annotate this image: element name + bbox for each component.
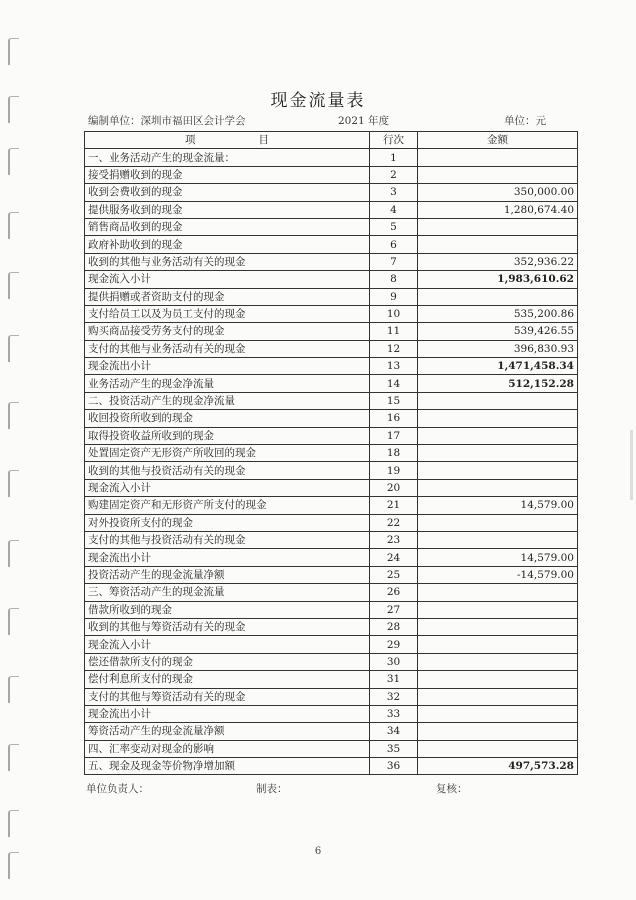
row-item-label: 提供捐赠或者资助支付的现金 bbox=[85, 288, 370, 305]
page-number: 6 bbox=[314, 846, 322, 857]
table-row bbox=[85, 462, 578, 479]
row-amount bbox=[418, 723, 578, 740]
row-line-number: 6 bbox=[370, 236, 418, 253]
table-row bbox=[85, 253, 578, 270]
row-amount: 1,471,458.34 bbox=[418, 358, 578, 375]
table-row bbox=[85, 427, 578, 444]
row-line-number: 27 bbox=[370, 601, 418, 618]
row-item-label: 偿付利息所支付的现金 bbox=[85, 671, 370, 688]
binding-hole-mark bbox=[8, 402, 19, 429]
row-line-number: 9 bbox=[370, 288, 418, 305]
row-item-label: 支付的其他与业务活动有关的现金 bbox=[85, 340, 370, 357]
preparer-label: 制表： bbox=[256, 783, 288, 795]
table-row bbox=[85, 618, 578, 635]
row-amount: 535,200.86 bbox=[418, 305, 578, 322]
binding-hole-mark bbox=[8, 38, 19, 65]
row-item-label: 支付的其他与筹资活动有关的现金 bbox=[85, 688, 370, 705]
row-amount: 396,830.93 bbox=[418, 340, 578, 357]
row-line-number: 14 bbox=[370, 375, 418, 392]
unit-label: 单位：元 bbox=[504, 115, 546, 127]
row-line-number: 11 bbox=[370, 323, 418, 340]
row-item-label: 偿还借款所支付的现金 bbox=[85, 653, 370, 670]
row-item-label: 收到会费收到的现金 bbox=[85, 184, 370, 201]
row-amount bbox=[418, 584, 578, 601]
binding-hole-mark bbox=[8, 540, 19, 567]
row-item-label: 四、汇率变动对现金的影响 bbox=[85, 740, 370, 757]
row-item-label: 现金流入小计 bbox=[85, 271, 370, 288]
row-item-label: 现金流入小计 bbox=[85, 636, 370, 653]
row-line-number: 20 bbox=[370, 479, 418, 496]
row-item-label: 取得投资收益所收到的现金 bbox=[85, 427, 370, 444]
table-row bbox=[85, 723, 578, 740]
row-amount bbox=[418, 618, 578, 635]
table-row bbox=[85, 497, 578, 514]
row-amount bbox=[418, 218, 578, 235]
row-item-label: 销售商品收到的现金 bbox=[85, 218, 370, 235]
row-item-label: 二、投资活动产生的现金净流量 bbox=[85, 392, 370, 409]
row-line-number: 29 bbox=[370, 636, 418, 653]
row-line-number: 15 bbox=[370, 392, 418, 409]
row-amount bbox=[418, 531, 578, 548]
row-amount bbox=[418, 636, 578, 653]
row-line-number: 1 bbox=[370, 149, 418, 166]
row-line-number: 7 bbox=[370, 253, 418, 270]
row-amount: 14,579.00 bbox=[418, 497, 578, 514]
row-amount: 1,983,610.62 bbox=[418, 271, 578, 288]
row-item-label: 借款所收到的现金 bbox=[85, 601, 370, 618]
row-item-label: 业务活动产生的现金净流量 bbox=[85, 375, 370, 392]
row-line-number: 26 bbox=[370, 584, 418, 601]
row-amount bbox=[418, 671, 578, 688]
row-amount: 14,579.00 bbox=[418, 549, 578, 566]
row-line-number: 22 bbox=[370, 514, 418, 531]
row-amount: 350,000.00 bbox=[418, 184, 578, 201]
table-row bbox=[85, 740, 578, 757]
row-item-label: 收到的其他与筹资活动有关的现金 bbox=[85, 618, 370, 635]
row-amount: 352,936.22 bbox=[418, 253, 578, 270]
row-line-number: 4 bbox=[370, 201, 418, 218]
table-row bbox=[85, 358, 578, 375]
row-line-number: 31 bbox=[370, 671, 418, 688]
row-item-label: 处置固定资产无形资产所收回的现金 bbox=[85, 445, 370, 462]
row-line-number: 33 bbox=[370, 705, 418, 722]
binding-hole-mark bbox=[8, 148, 19, 175]
table-row bbox=[85, 149, 578, 166]
row-amount bbox=[418, 166, 578, 183]
row-amount bbox=[418, 149, 578, 166]
row-amount: 512,152.28 bbox=[418, 375, 578, 392]
row-item-label: 收回投资所收到的现金 bbox=[85, 410, 370, 427]
row-line-number: 35 bbox=[370, 740, 418, 757]
row-amount bbox=[418, 705, 578, 722]
table-row bbox=[85, 288, 578, 305]
row-line-number: 18 bbox=[370, 445, 418, 462]
document-title: 现金流量表 bbox=[270, 91, 366, 111]
row-item-label: 投资活动产生的现金流量净额 bbox=[85, 566, 370, 583]
binding-hole-mark bbox=[8, 608, 19, 635]
row-item-label: 支付的其他与投资活动有关的现金 bbox=[85, 531, 370, 548]
table-row bbox=[85, 340, 578, 357]
row-line-number: 2 bbox=[370, 166, 418, 183]
table-header-row bbox=[85, 132, 578, 149]
row-line-number: 16 bbox=[370, 410, 418, 427]
row-item-label: 现金流出小计 bbox=[85, 549, 370, 566]
row-item-label: 政府补助收到的现金 bbox=[85, 236, 370, 253]
cash-flow-table bbox=[84, 131, 578, 775]
row-amount bbox=[418, 410, 578, 427]
row-item-label: 对外投资所支付的现金 bbox=[85, 514, 370, 531]
row-item-label: 现金流出小计 bbox=[85, 358, 370, 375]
row-item-label: 收到的其他与业务活动有关的现金 bbox=[85, 253, 370, 270]
table-row bbox=[85, 236, 578, 253]
row-line-number: 30 bbox=[370, 653, 418, 670]
row-line-number: 21 bbox=[370, 497, 418, 514]
binding-hole-mark bbox=[8, 810, 19, 837]
table-row bbox=[85, 166, 578, 183]
row-amount bbox=[418, 601, 578, 618]
table-row bbox=[85, 636, 578, 653]
binding-hole-mark bbox=[8, 676, 19, 703]
row-line-number: 13 bbox=[370, 358, 418, 375]
report-header bbox=[88, 113, 580, 129]
table-row bbox=[85, 410, 578, 427]
table-row bbox=[85, 392, 578, 409]
row-amount bbox=[418, 514, 578, 531]
binding-hole-mark bbox=[8, 212, 19, 239]
row-line-number: 23 bbox=[370, 531, 418, 548]
row-amount bbox=[418, 427, 578, 444]
row-line-number: 12 bbox=[370, 340, 418, 357]
table-row bbox=[85, 514, 578, 531]
table-row bbox=[85, 218, 578, 235]
table-row bbox=[85, 705, 578, 722]
table-row bbox=[85, 445, 578, 462]
table-row bbox=[85, 584, 578, 601]
row-amount: 539,426.55 bbox=[418, 323, 578, 340]
row-line-number: 25 bbox=[370, 566, 418, 583]
row-line-number: 17 bbox=[370, 427, 418, 444]
row-item-label: 筹资活动产生的现金流量净额 bbox=[85, 723, 370, 740]
row-line-number: 28 bbox=[370, 618, 418, 635]
org-label: 编制单位：深圳市福田区会计学会 bbox=[88, 115, 246, 127]
table-row bbox=[85, 688, 578, 705]
row-line-number: 5 bbox=[370, 218, 418, 235]
table-row bbox=[85, 758, 578, 775]
row-item-label: 收到的其他与投资活动有关的现金 bbox=[85, 462, 370, 479]
table-row bbox=[85, 479, 578, 496]
column-header-line-no: 行次 bbox=[370, 132, 418, 149]
year-label: 2021 年度 bbox=[338, 115, 390, 127]
table-row bbox=[85, 653, 578, 670]
unit-head-label: 单位负责人： bbox=[86, 783, 149, 795]
signature-line bbox=[86, 781, 556, 797]
table-row bbox=[85, 323, 578, 340]
row-item-label: 购买商品接受劳务支付的现金 bbox=[85, 323, 370, 340]
row-amount bbox=[418, 688, 578, 705]
table-row bbox=[85, 201, 578, 218]
row-line-number: 24 bbox=[370, 549, 418, 566]
row-amount bbox=[418, 445, 578, 462]
table-row bbox=[85, 566, 578, 583]
row-amount: 497,573.28 bbox=[418, 758, 578, 775]
row-item-label: 现金流出小计 bbox=[85, 705, 370, 722]
binding-hole-mark bbox=[8, 470, 19, 497]
row-item-label: 接受捐赠收到的现金 bbox=[85, 166, 370, 183]
row-line-number: 19 bbox=[370, 462, 418, 479]
table-row bbox=[85, 305, 578, 322]
column-header-amount: 金额 bbox=[418, 132, 578, 149]
row-amount bbox=[418, 236, 578, 253]
table-row bbox=[85, 601, 578, 618]
row-amount bbox=[418, 479, 578, 496]
table-row bbox=[85, 671, 578, 688]
row-line-number: 32 bbox=[370, 688, 418, 705]
row-amount bbox=[418, 288, 578, 305]
row-item-label: 现金流入小计 bbox=[85, 479, 370, 496]
row-amount: 1,280,674.40 bbox=[418, 201, 578, 218]
row-line-number: 3 bbox=[370, 184, 418, 201]
row-amount bbox=[418, 462, 578, 479]
row-item-label: 提供服务收到的现金 bbox=[85, 201, 370, 218]
row-amount bbox=[418, 740, 578, 757]
row-line-number: 8 bbox=[370, 271, 418, 288]
row-line-number: 10 bbox=[370, 305, 418, 322]
table-row bbox=[85, 375, 578, 392]
column-header-item: 项 目 bbox=[85, 132, 370, 149]
binding-hole-mark bbox=[8, 272, 19, 299]
binding-hole-mark bbox=[8, 744, 19, 771]
table-row bbox=[85, 549, 578, 566]
row-item-label: 三、筹资活动产生的现金流量 bbox=[85, 584, 370, 601]
scan-edge-shadow bbox=[630, 430, 633, 500]
reviewer-label: 复核： bbox=[436, 783, 468, 795]
table-row bbox=[85, 184, 578, 201]
binding-hole-mark bbox=[8, 335, 19, 362]
row-line-number: 34 bbox=[370, 723, 418, 740]
table-row bbox=[85, 271, 578, 288]
row-item-label: 五、现金及现金等价物净增加额 bbox=[85, 758, 370, 775]
row-amount bbox=[418, 392, 578, 409]
row-item-label: 购建固定资产和无形资产所支付的现金 bbox=[85, 497, 370, 514]
row-item-label: 一、业务活动产生的现金流量： bbox=[85, 149, 370, 166]
row-item-label: 支付给员工以及为员工支付的现金 bbox=[85, 305, 370, 322]
table-row bbox=[85, 531, 578, 548]
row-amount: -14,579.00 bbox=[418, 566, 578, 583]
row-amount bbox=[418, 653, 578, 670]
row-line-number: 36 bbox=[370, 758, 418, 775]
